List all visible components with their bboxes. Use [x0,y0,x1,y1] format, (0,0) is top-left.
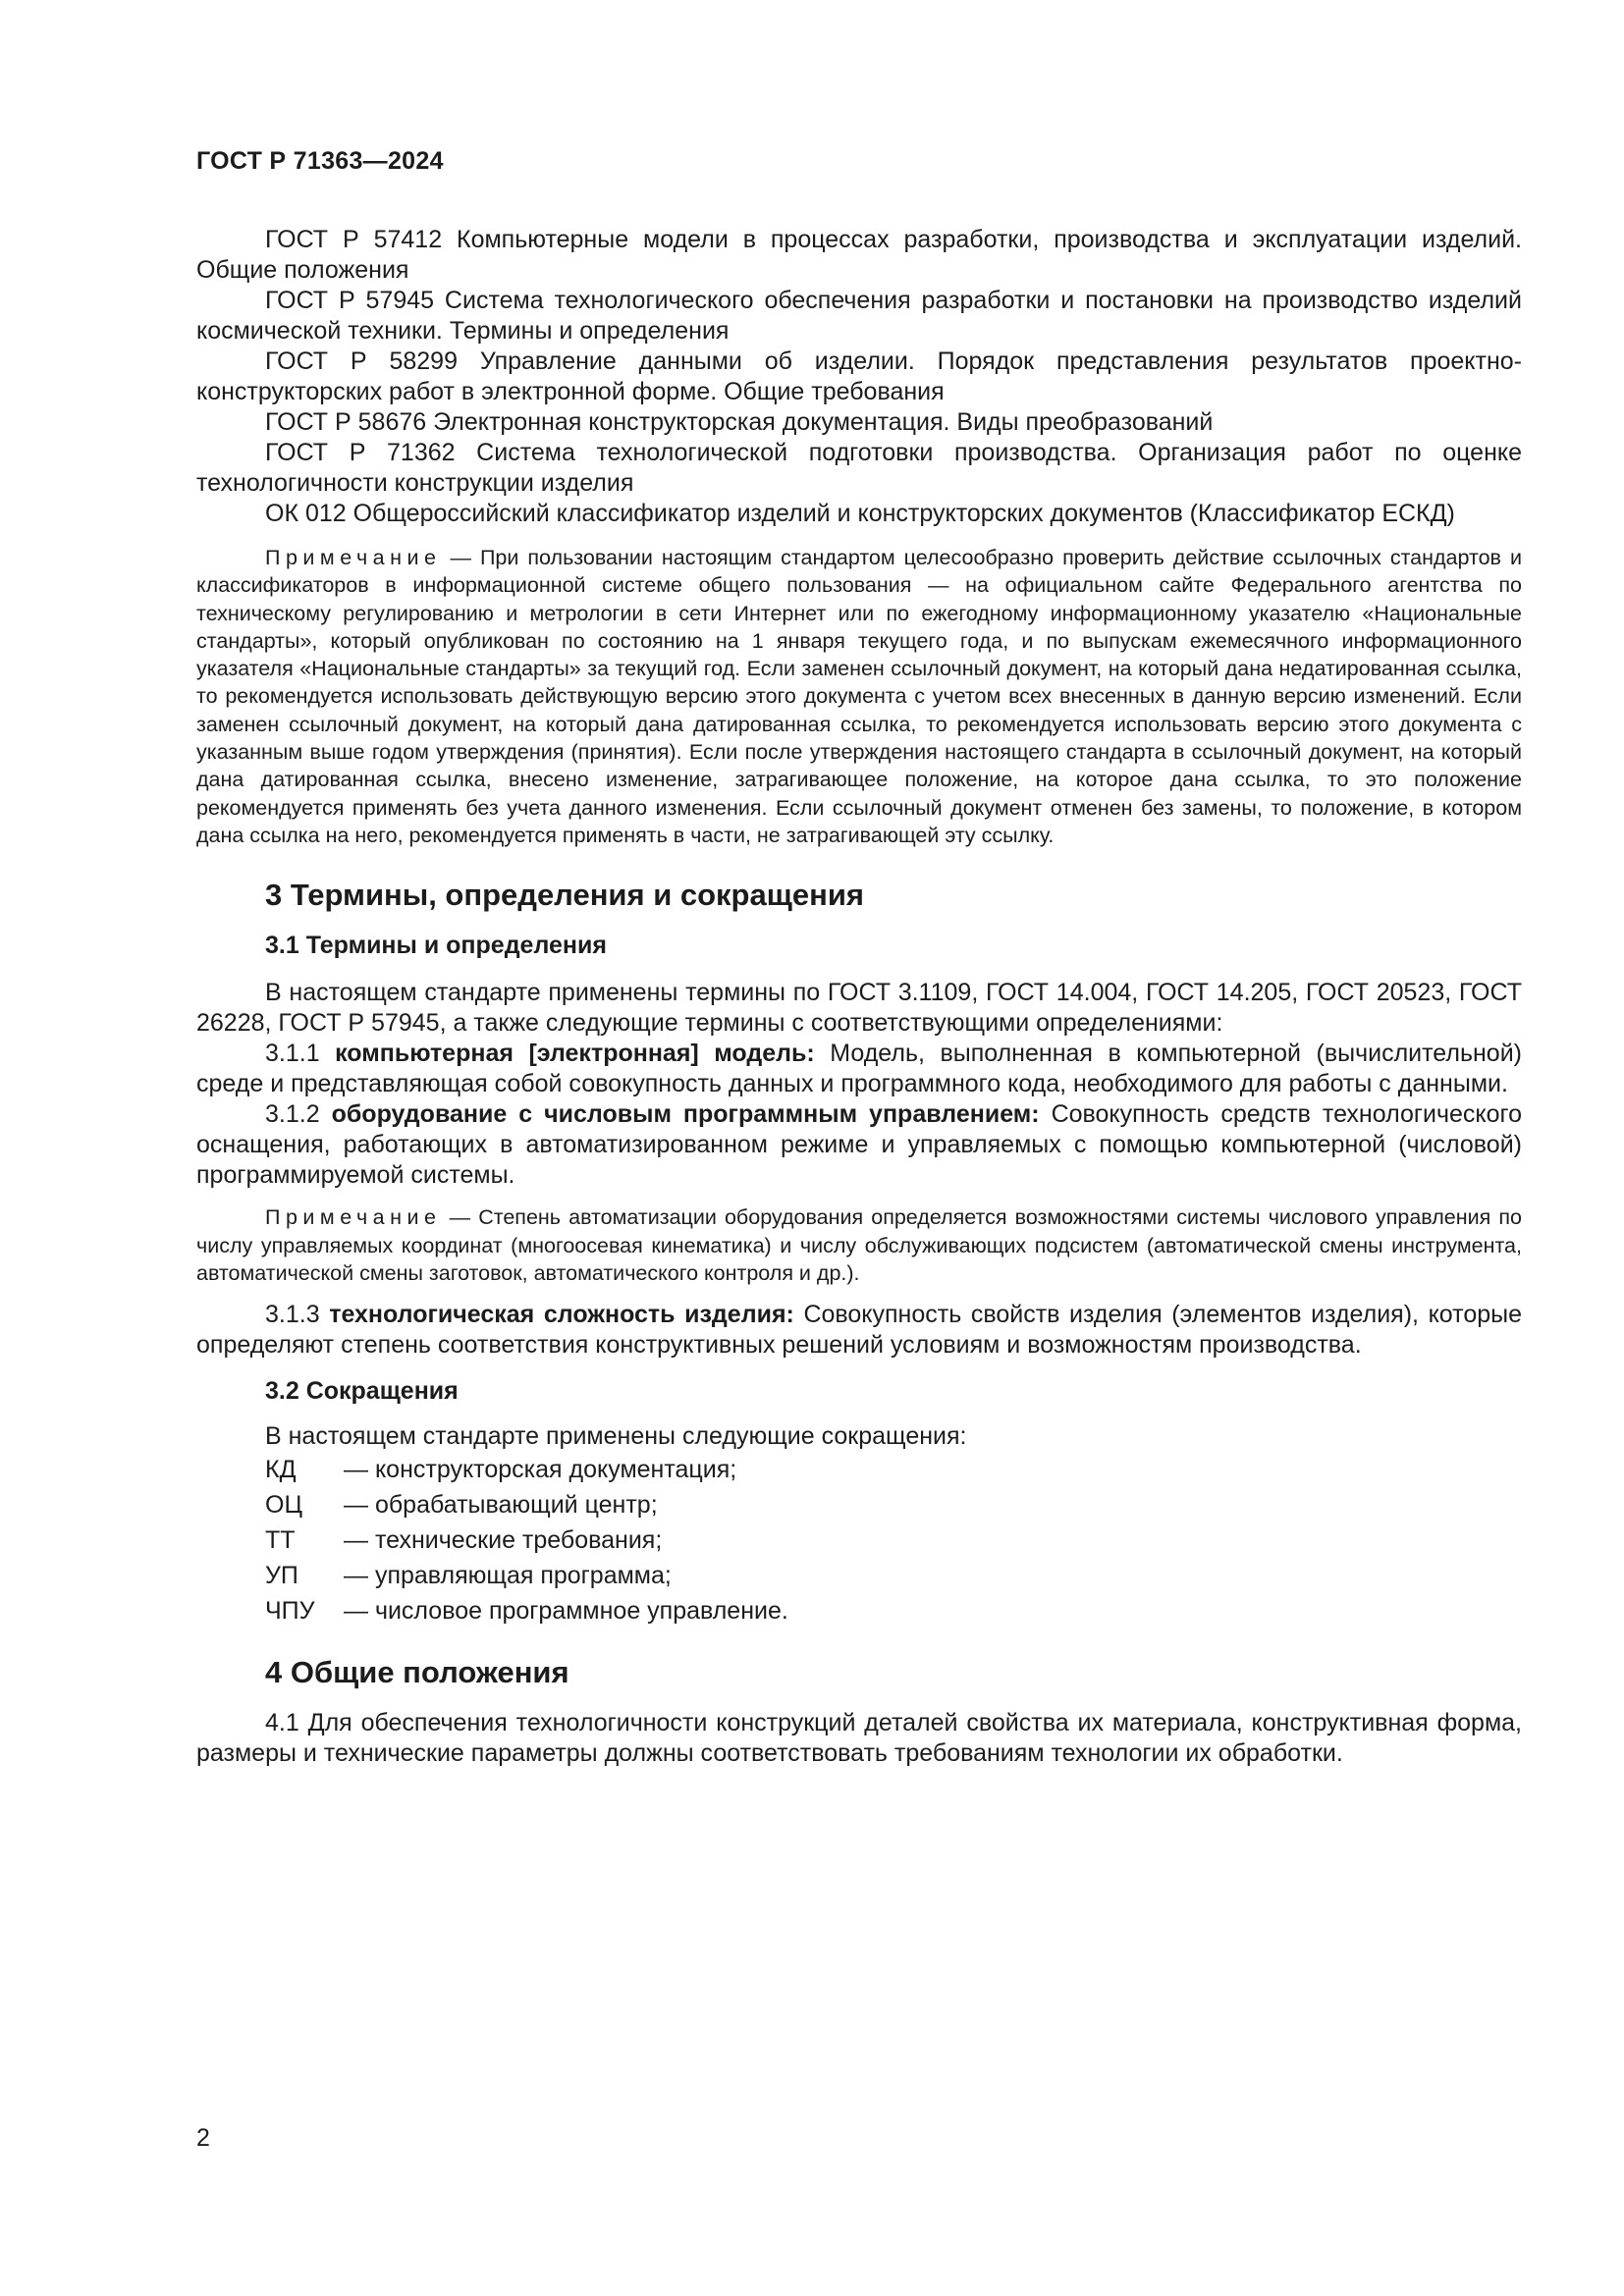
terms-intro: В настоящем стандарте применены термины по ГОСТ 3.1109, ГОСТ 14.004, ГОСТ 14.205, ГОСТ 20523, ГОСТ 26228, ГОСТ Р 57945, а также следующие термины с соответствующими определениями: [196,979,1522,1038]
note-text: — При пользовании настоящим стандартом целесообразно проверить действие ссылочных стандартов и классификаторов в информационной системе общего пользования — на официальном сайте Федерального агентства по техническому регулированию и метрологии в сети Интернет или по ежегодному информационному указателю «Национальные стандарты», который опубликован по состоянию на 1 января текущего года, и по выпускам ежемесячного информационного указателя «Национальные стандарты» за текущий год. Если заменен ссылочный документ, на который дана недатированная ссылка, то рекомендуется использовать действующую версию этого документа с учетом всех внесенных в данную версию изменений. Если заменен ссылочный документ, на который дана датированная ссылка, то рекомендуется использовать версию этого документа с указанным выше годом утверждения (принятия). Если после утверждения настоящего стандарта в ссылочный документ, на который дана датированная ссылка, внесено изменение, затрагивающее положение, на которое дана ссылка, то это положение рекомендуется применять без учета данного изменения. Если ссылочный документ отменен без замены, то положение, в котором дана ссылка на него, рекомендуется применять в части, не затрагивающей эту ссылку. [196,546,1522,847]
note-references [196,544,1522,849]
term-text: Модель, выполненная в компьютерной (вычислительной) среде и представляющая собой совокупность данных и программного кода, необходимого для работы с данными. [196,1040,1522,1098]
term-definition [196,1039,1522,1099]
abbreviation-meaning: — управляющая программа; [344,1562,672,1590]
subsection-3-1-heading: 3.1 Термины и определения [265,932,607,960]
term-name: компьютерная [электронная] модель: [335,1040,815,1068]
abbreviation-code: КД [265,1456,297,1484]
abbreviation-item [196,1522,1522,1558]
normative-references-list [196,225,1522,529]
reference-item: ГОСТ Р 58676 Электронная конструкторская документация. Виды преобразований [265,408,1214,436]
term-definition [196,1300,1522,1361]
reference-item: ГОСТ Р 58299 Управление данными об изделии. Порядок представления результатов проектно-конструкторских работ в электронной форме. Общие требования [196,347,1522,405]
reference-item: ГОСТ Р 57945 Система технологического обеспечения разработки и постановки на производство изделий космической техники. Термины и определения [196,287,1522,345]
note-label: Примечание [265,1205,442,1230]
term-text: Совокупность средств технологического оснащения, работающих в автоматизированном режиме и управляемых с помощью компьютерной (числовой) программируемой системы. [196,1100,1522,1190]
abbreviation-meaning: — технические требования; [344,1526,663,1555]
term-number: 3.1.1 [265,1040,336,1068]
term-number: 3.1.3 [265,1301,330,1329]
abbreviation-code: ОЦ [265,1491,302,1520]
abbreviation-meaning: — обрабатывающий центр; [344,1491,658,1520]
document-body [196,225,1522,1769]
term-text: Совокупность свойств изделия (элементов изделия), которые определяют степень соответствия конструктивных решений условиям и возможностям производства. [196,1301,1522,1360]
abbreviation-code: УП [265,1562,298,1590]
abbreviation-code: ТТ [265,1526,296,1555]
page-number: 2 [196,2124,210,2152]
abbreviation-meaning: — конструкторская документация; [344,1456,737,1484]
subsection-3-2-heading: 3.2 Сокращения [265,1377,459,1406]
term-name: технологическая сложность изделия: [329,1301,794,1329]
reference-item: ОК 012 Общероссийский классификатор изделий и конструкторских документов (Классификатор ЕСКД) [265,500,1455,527]
term-name: оборудование с числовым программным управлением: [331,1100,1040,1129]
abbreviation-item [196,1593,1522,1629]
abbreviation-item [196,1558,1522,1593]
note-text: — Степень автоматизации оборудования определяется возможностями системы числового управления по числу управляемых координат (многоосевая кинематика) и числу обслуживающих подсистем (автоматической смены инструмента, автоматической смены заготовок, автоматического контроля и др.). [196,1205,1522,1285]
paragraph-4-1: 4.1 Для обеспечения технологичности конструкций деталей свойства их материала, конструктивная форма, размеры и технические параметры должны соответствовать требованиям технологии их обработки. [196,1709,1522,1768]
section-4-heading: 4 Общие положения [265,1655,569,1690]
abbreviation-item [196,1452,1522,1487]
reference-item: ГОСТ Р 57412 Компьютерные модели в процессах разработки, производства и эксплуатации изделий. Общие положения [196,226,1522,284]
term-definition [196,1099,1522,1191]
section-3-heading: 3 Термины, определения и сокращения [265,878,864,913]
abbreviations-intro: В настоящем стандарте применены следующие сокращения: [265,1422,967,1451]
document-header: ГОСТ Р 71363—2024 [196,147,444,175]
abbreviation-meaning: — числовое программное управление. [344,1597,788,1626]
abbreviation-item [196,1487,1522,1522]
reference-item: ГОСТ Р 71362 Система технологической подготовки производства. Организация работ по оценке технологичности конструкции изделия [196,439,1522,497]
term-number: 3.1.2 [265,1100,332,1129]
abbreviation-code: ЧПУ [265,1597,315,1626]
abbreviations-list [196,1452,1522,1629]
note-automation [196,1203,1522,1287]
note-label: Примечание [265,546,442,569]
